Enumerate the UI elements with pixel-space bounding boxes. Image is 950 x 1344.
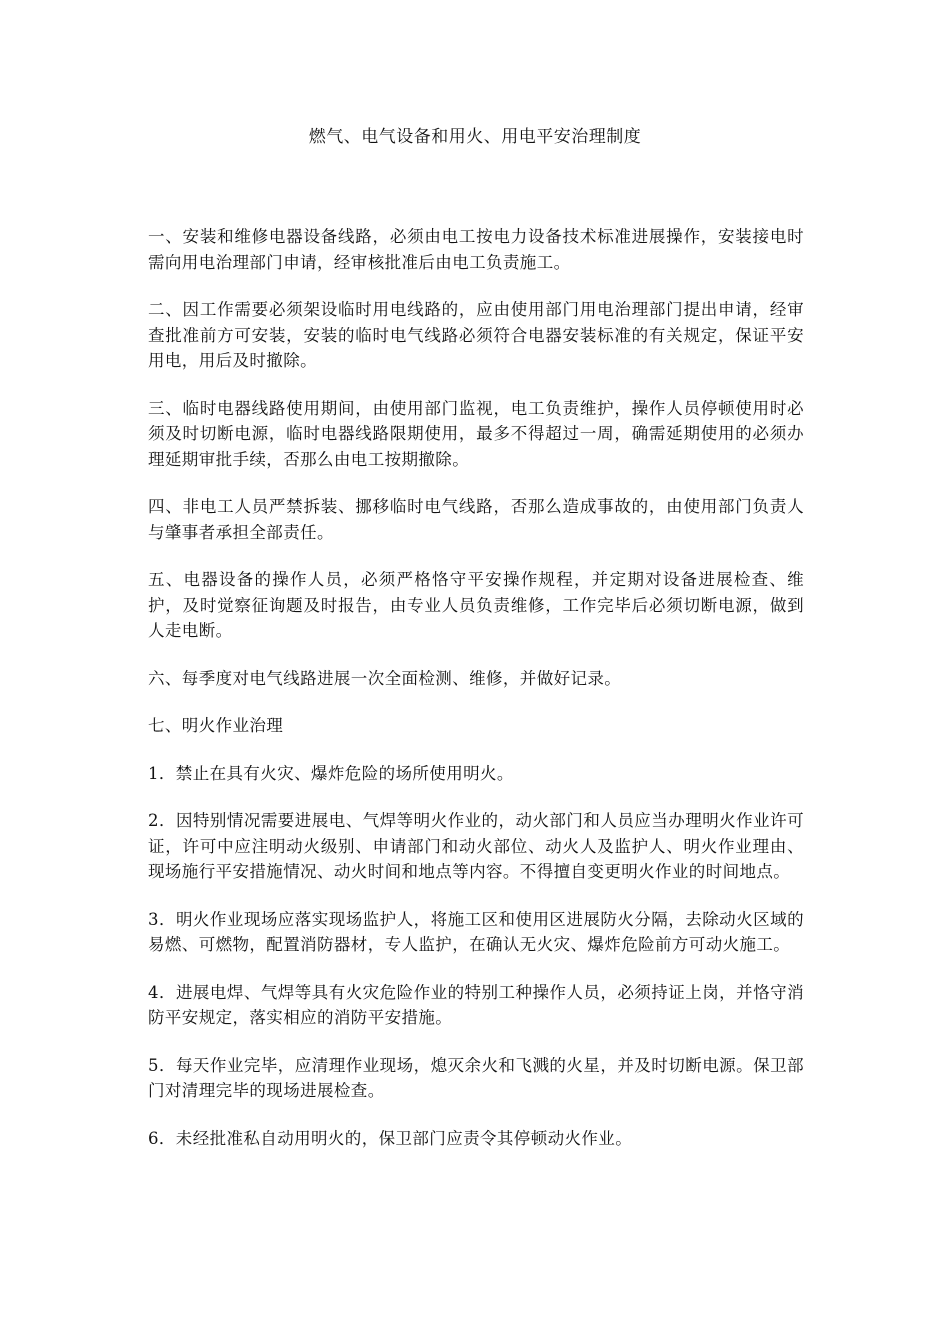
paragraph-2: 二、因工作需要必须架设临时用电线路的，应由使用部门用电治理部门提出申请，经审查批准前方可安装，安装的临时电气线路必须符合电器安装标准的有关规定，保证平安用电，用后及时撤除。 xyxy=(148,300,804,370)
paragraph-1: 一、安装和维修电器设备线路，必须由电工按电力设备技术标准进展操作，安装接电时需向用电治理部门申请，经审核批准后由电工负责施工。 xyxy=(148,227,804,272)
document-body xyxy=(148,224,804,1173)
paragraph-6: 六、每季度对电气线路进展一次全面检测、维修，并做好记录。 xyxy=(148,668,622,688)
list-item-5: 5．每天作业完毕，应清理作业现场，熄灭余火和飞溅的火星，并及时切断电源。保卫部门对清理完毕的现场进展检查。 xyxy=(148,1055,804,1100)
list-item-2: 2．因特别情况需要进展电、气焊等明火作业的，动火部门和人员应当办理明火作业许可证，许可中应注明动火级别、申请部门和动火部位、动火人及监护人、明火作业理由、现场施行平安措施情况、动火时间和地点等内容。不得擅自变更明火作业的时间地点。 xyxy=(148,811,804,881)
list-item-1: 1．禁止在具有火灾、爆炸危险的场所使用明火。 xyxy=(148,763,514,783)
list-item-4: 4．进展电焊、气焊等具有火灾危险作业的特别工种操作人员，必须持证上岗，并恪守消防平安规定，落实相应的消防平安措施。 xyxy=(148,982,804,1027)
paragraph-3: 三、临时电器线路使用期间，由使用部门监视，电工负责维护，操作人员停顿使用时必须及时切断电源，临时电器线路限期使用，最多不得超过一周，确需延期使用的必须办理延期审批手续，否那么由电工按期撤除。 xyxy=(148,398,804,469)
document-title: 燃气、电气设备和用火、用电平安治理制度 xyxy=(308,127,642,147)
list-item-3: 3．明火作业现场应落实现场监护人，将施工区和使用区进展防火分隔，去除动火区域的易燃、可燃物，配置消防器材，专人监护，在确认无火灾、爆炸危险前方可动火施工。 xyxy=(148,909,804,954)
list-item-6: 6．未经批准私自动用明火的，保卫部门应责令其停顿动火作业。 xyxy=(148,1128,633,1148)
paragraph-4: 四、非电工人员严禁拆装、挪移临时电气线路，否那么造成事故的，由使用部门负责人与肇事者承担全部责任。 xyxy=(148,497,804,542)
section-heading-7: 七、明火作业治理 xyxy=(148,716,284,735)
paragraph-5: 五、电器设备的操作人员，必须严格恪守平安操作规程，并定期对设备进展检查、维护，及时觉察征询题及时报告，由专业人员负责维修，工作完毕后必须切断电源，做到人走电断。 xyxy=(148,570,804,640)
